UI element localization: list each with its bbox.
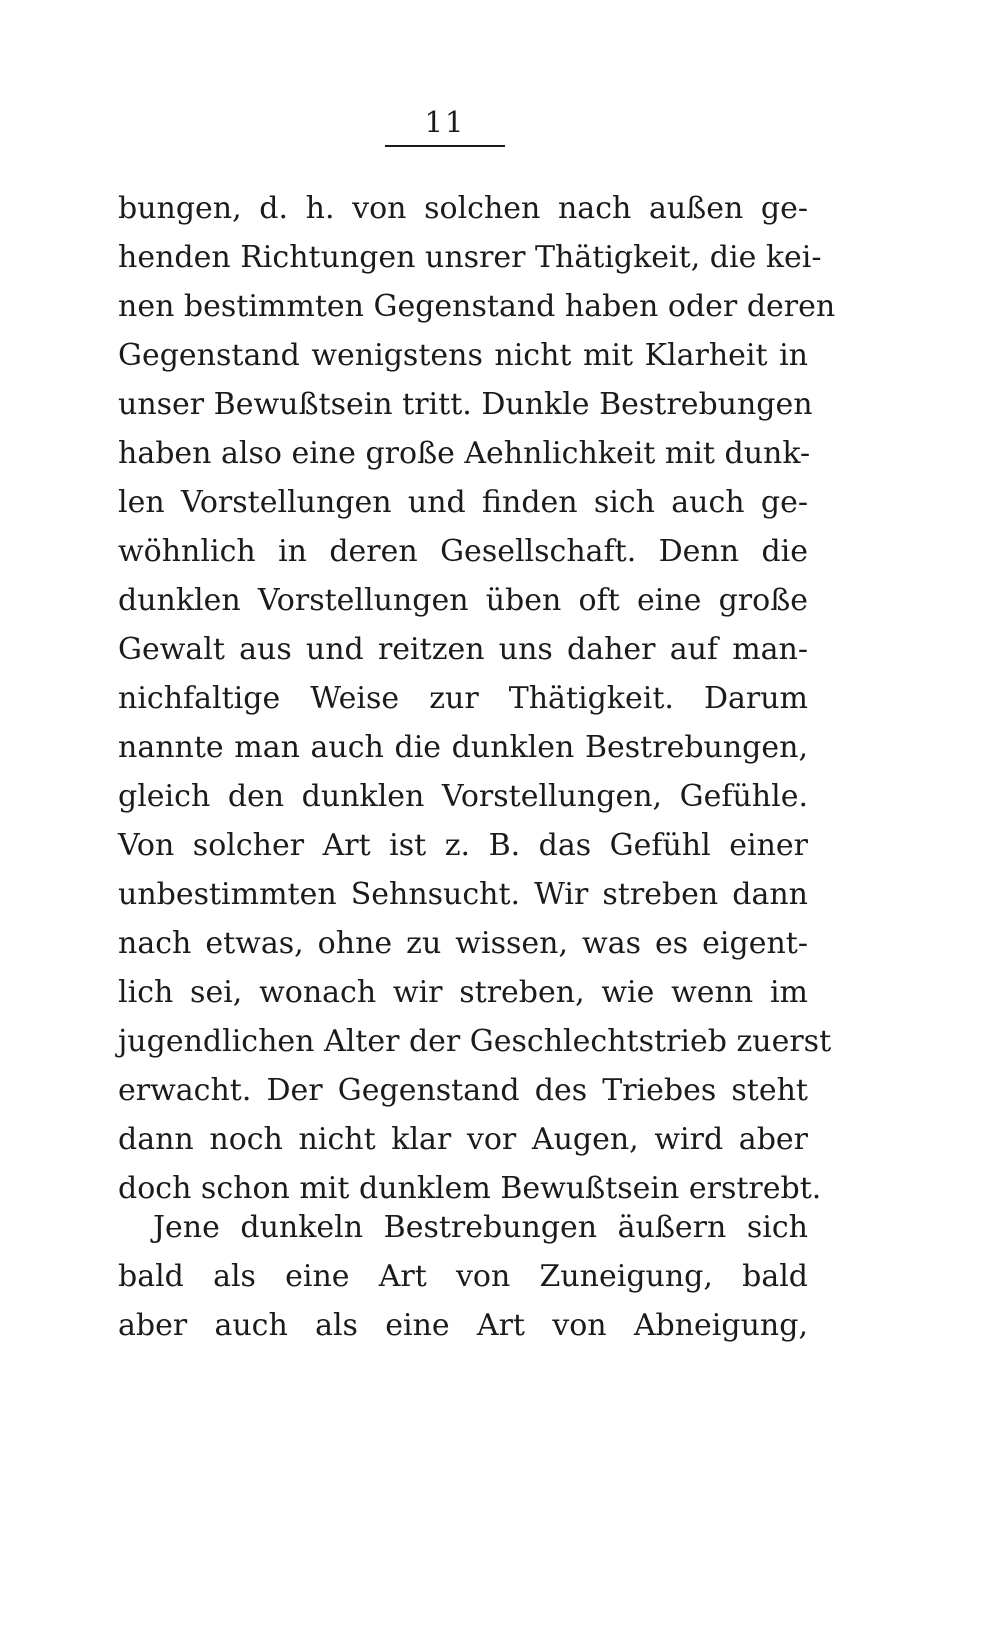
text-line: dunklen Vorstellungen üben oft eine große bbox=[118, 583, 808, 618]
text-line: unbestimmten Sehnsucht. Wir streben dann bbox=[118, 877, 808, 912]
text-line: nach etwas, ohne zu wissen, was es eigent- bbox=[118, 926, 808, 961]
page-number: 11 bbox=[424, 105, 466, 139]
paragraph-2 bbox=[118, 1203, 808, 1350]
text-line: haben also eine große Aehnlichkeit mit dunk- bbox=[118, 436, 811, 471]
text-line: nannte man auch die dunklen Bestrebungen, bbox=[118, 730, 808, 765]
text-line: lich sei, wonach wir streben, wie wenn im bbox=[118, 975, 808, 1010]
text-line: Gewalt aus und reitzen uns daher auf man- bbox=[118, 632, 808, 667]
text-line: aber auch als eine Art von Abneigung, bbox=[118, 1308, 808, 1343]
text-line: erwacht. Der Gegenstand des Triebes steht bbox=[118, 1073, 808, 1108]
text-line: wöhnlich in deren Gesellschaft. Denn die bbox=[118, 534, 808, 569]
text-line: nichfaltige Weise zur Thätigkeit. Darum bbox=[118, 681, 808, 716]
text-line: gleich den dunklen Vorstellungen, Gefühle. bbox=[118, 779, 808, 814]
header-rule bbox=[385, 145, 505, 147]
text-line: henden Richtungen unsrer Thätigkeit, die kei- bbox=[118, 240, 822, 275]
text-line: dann noch nicht klar vor Augen, wird aber bbox=[118, 1122, 808, 1157]
text-line: doch schon mit dunklem Bewußtsein erstrebt. bbox=[118, 1171, 822, 1206]
text-line: jugendlichen Alter der Geschlechtstrieb zuerst bbox=[118, 1024, 832, 1059]
text-line: unser Bewußtsein tritt. Dunkle Bestrebungen bbox=[118, 387, 813, 422]
text-line: Jene dunkeln Bestrebungen äußern sich bbox=[153, 1210, 808, 1245]
paragraph-1 bbox=[118, 184, 836, 1213]
text-line: len Vorstellungen und finden sich auch ge- bbox=[118, 485, 808, 520]
text-line: Gegenstand wenigstens nicht mit Klarheit in bbox=[118, 338, 808, 373]
text-line: Von solcher Art ist z. B. das Gefühl einer bbox=[118, 828, 808, 863]
text-line: bald als eine Art von Zuneigung, bald bbox=[118, 1259, 808, 1294]
text-line: nen bestimmten Gegenstand haben oder deren bbox=[118, 289, 836, 324]
text-line: bungen, d. h. von solchen nach außen ge- bbox=[118, 191, 808, 226]
